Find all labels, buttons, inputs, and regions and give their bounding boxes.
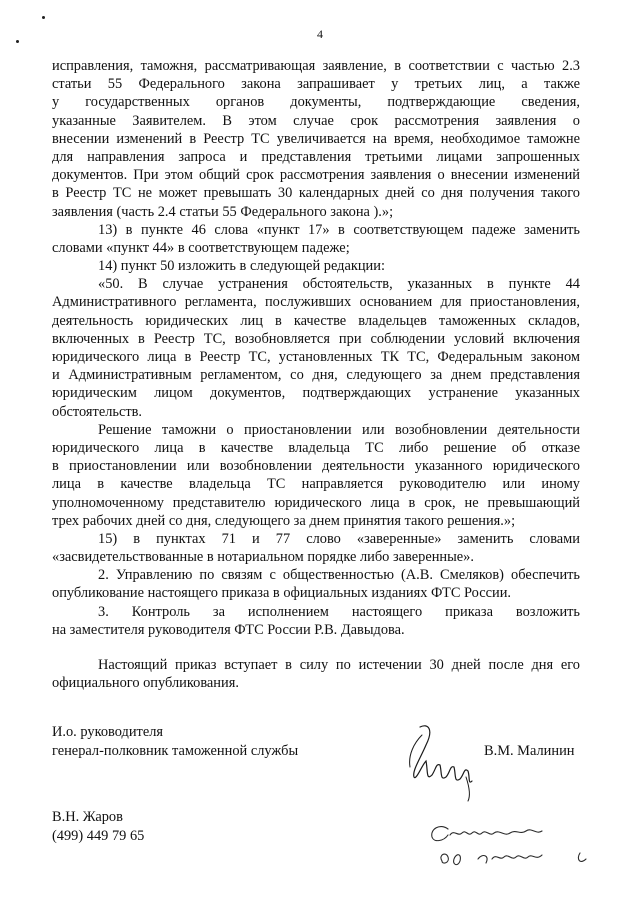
signatory-name: В.М. Малинин [484,743,575,759]
text-line: Решение таможни о приостановлении или возобновлении деятельности [98,421,580,438]
text-line: исправления, таможня, рассматривающая заявление, в соответствии с частью 2.3 [52,58,580,74]
handwritten-signature [400,715,480,805]
text-line: лица в качестве владельца ТС направляется руководителю или иному [52,476,580,493]
text-line: в приостановлении или возобновлении деятельности указанного юридического [52,458,580,475]
contact-name: В.Н. Жаров [52,809,123,825]
contact-block [52,808,144,846]
text-line: для направления запроса и представления третьими лицами запрошенных [52,148,580,165]
scan-speck [42,16,45,19]
text-line: в Реестр ТС не может превышать 30 календарных дней со дня получения такого [52,185,580,202]
text-line: деятельность юридических лиц в качестве владельцев таможенных складов, [52,312,580,329]
signatory-title-line: генерал-полковник таможенной службы [52,743,299,759]
text-line: заявления (часть 2.4 статьи 55 Федерального закона ).»; [52,203,394,220]
contact-phone: (499) 449 79 65 [52,828,145,844]
text-line: статьи 55 Федерального закона запрашивает у третьих лиц, а также [52,76,580,93]
text-line: официального опубликования. [52,675,239,692]
text-line: и Административным регламентом, со дня, следующего за днем представления [52,367,580,384]
text-line: указанные Заявителем. В этом случае срок рассмотрения заявления о [52,112,580,129]
text-line: внесении изменений в Реестр ТС увеличивается на время, необходимое таможне [52,130,580,147]
text-line: юридического лица в качестве владельца ТС либо решение об отказе [52,439,580,456]
text-line: трех рабочих дней со дня, следующего за днем принятия такого решения.»; [52,512,516,529]
text-line: на заместителя руководителя ФТС России Р.В. Давыдова. [52,621,405,638]
text-line: юридического лица в Реестр ТС, установленных ТК ТС, Федеральным законом [52,349,580,365]
text-line: документов. При этом общий срок рассмотрения заявления о внесении изменений [52,167,580,184]
signatory-title-line: И.о. руководителя [52,724,164,740]
text-line: «засвидетельствованные в нотариальном порядке либо заверенные». [52,549,474,566]
text-line: Административного регламента, послуживших основанием для приостановления, [52,294,580,311]
text-line: у государственных органов документы, подтверждающие сведения, [52,94,580,111]
text-line: юридическим лицом документов, подтверждающих устранение указанных [52,385,580,402]
text-line: включенных в Реестр ТС, возобновляется при соблюдении условий включения [52,330,580,347]
text-line: словами «пункт 44» в соответствующем падеже; [52,239,350,256]
text-line: опубликование настоящего приказа в официальных изданиях ФТС России. [52,585,511,602]
text-line: «50. В случае устранения обстоятельств, указанных в пункте 44 [98,276,580,293]
page-number: 4 [317,27,323,41]
signatory-title [52,723,298,761]
text-line: обстоятельств. [52,403,143,420]
handwritten-note [420,815,600,875]
text-line: 13) в пункте 46 слова «пункт 17» в соответствующем падеже заменить [98,221,580,238]
text-line: 14) пункт 50 изложить в следующей редакции: [98,258,385,275]
text-line: 15) в пунктах 71 и 77 слово «заверенные» заменить словами [98,530,580,547]
document-body [52,57,580,692]
text-line: 2. Управлению по связям с общественностью (А.В. Смеляков) обеспечить [98,567,580,584]
text-line: Настоящий приказ вступает в силу по истечении 30 дней после дня его [98,657,580,673]
text-line: уполномоченному представителю юридического лица в срок, не превышающий [52,494,580,511]
text-line: 3. Контроль за исполнением настоящего приказа возложить [98,603,580,620]
